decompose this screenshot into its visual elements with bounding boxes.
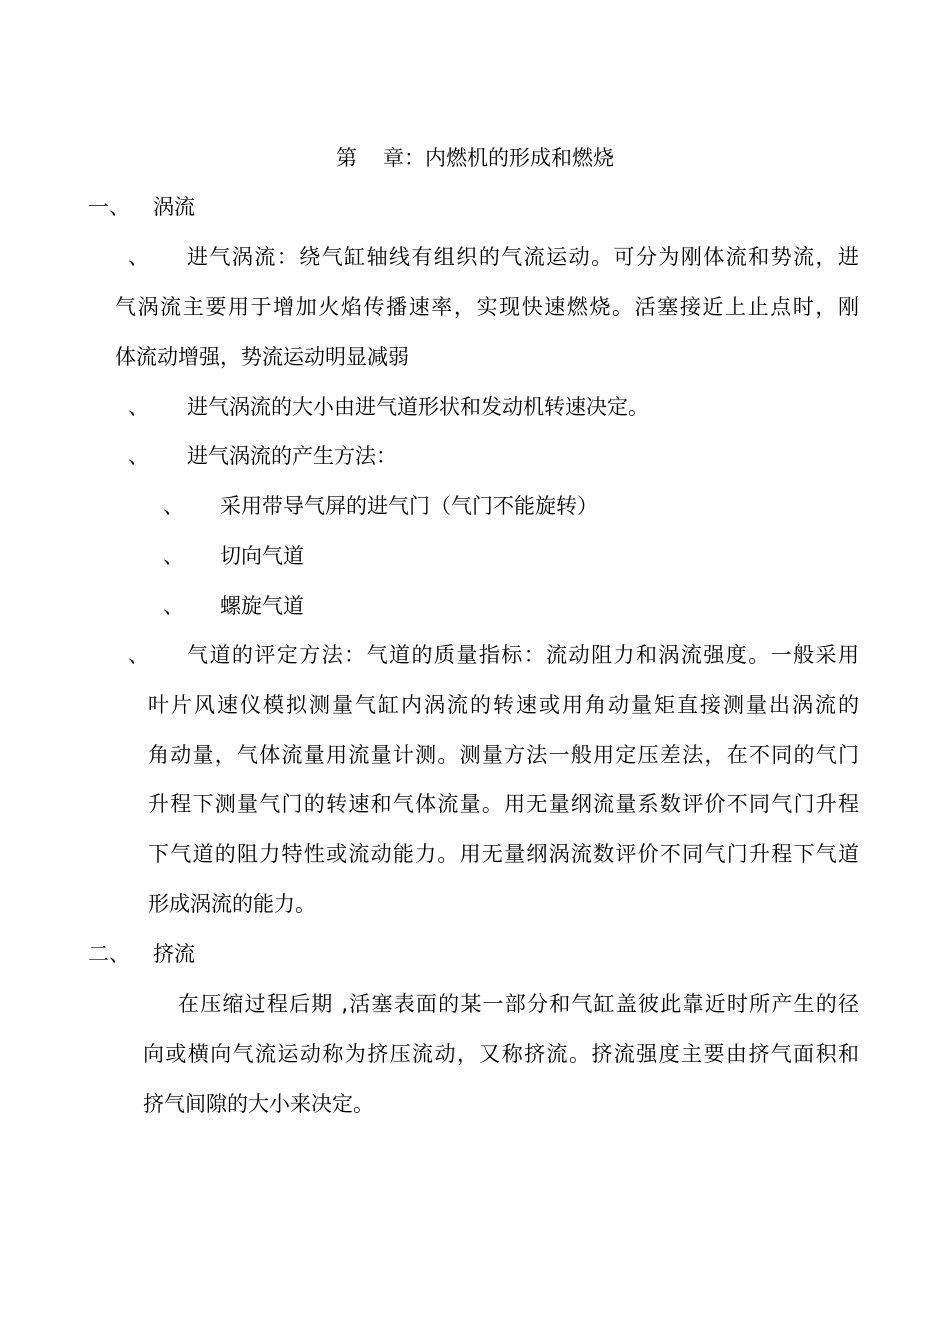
para2-line: 向或横向气流运动称为挤压流动，又称挤流。挤流强度主要由挤气面积和 <box>143 1042 859 1066</box>
item1-line: 进气涡流：绕气缸轴线有组织的气流运动。可分为刚体流和势流，进 <box>187 245 859 269</box>
subitem-text: 采用带导气屏的进气门（气门不能旋转） <box>220 494 598 518</box>
item2-text: 进气涡流的大小由进气道形状和发动机转速决定。 <box>187 395 649 419</box>
subitem-text: 螺旋气道 <box>220 594 304 618</box>
item4-line: 叶片风速仪模拟测量气缸内涡流的转速或用角动量矩直接测量出涡流的 <box>148 693 859 717</box>
item1-line: 气涡流主要用于增加火焰传播速率，实现快速燃烧。活塞接近上止点时，刚 <box>115 295 859 319</box>
item3-text: 进气涡流的产生方法： <box>187 444 397 468</box>
subitem-marker: 、 <box>163 544 184 568</box>
section2-heading: 挤流 <box>153 942 195 966</box>
para2-line: 在压缩过程后期 ,活塞表面的某一部分和气缸盖彼此靠近时所产生的径 <box>178 992 859 1016</box>
para2-line: 挤气间隙的大小来决定。 <box>143 1092 374 1116</box>
chapter-title-part1: 第 <box>336 146 357 170</box>
section2-marker: 二、 <box>88 942 130 966</box>
section1-heading: 涡流 <box>153 195 195 219</box>
item1-marker: 、 <box>128 245 149 269</box>
item4-line: 下气道的阻力特性或流动能力。用无量纲涡流数评价不同气门升程下气道 <box>148 842 859 866</box>
item4-line: 角动量，气体流量用流量计测。测量方法一般用定压差法，在不同的气门 <box>148 743 859 767</box>
section1-marker: 一、 <box>88 195 130 219</box>
item3-marker: 、 <box>128 444 149 468</box>
item4-marker: 、 <box>128 643 149 667</box>
subitem-marker: 、 <box>163 494 184 518</box>
item4-line: 形成涡流的能力。 <box>148 892 316 916</box>
chapter-title-part2: 章：内燃机的形成和燃烧 <box>383 146 614 170</box>
subitem-text: 切向气道 <box>220 544 304 568</box>
item4-line: 气道的评定方法：气道的质量指标：流动阻力和涡流强度。一般采用 <box>187 643 859 667</box>
item1-line: 体流动增强，势流运动明显减弱 <box>115 345 409 369</box>
item2-marker: 、 <box>128 395 149 419</box>
subitem-marker: 、 <box>163 594 184 618</box>
item4-line: 升程下测量气门的转速和气体流量。用无量纲流量系数评价不同气门升程 <box>148 792 859 816</box>
chapter-title <box>0 143 950 173</box>
